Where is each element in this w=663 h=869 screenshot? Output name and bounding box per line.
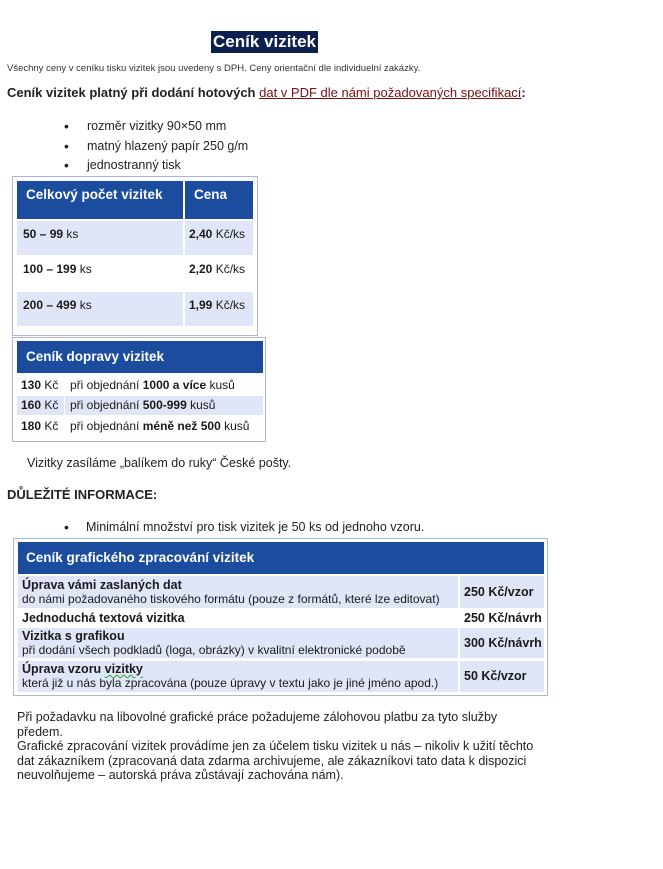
quantity-cell: 50 – 99 ks <box>23 227 79 241</box>
table-row <box>17 396 263 415</box>
important-heading: DŮLEŽITÉ INFORMACE: <box>7 487 158 502</box>
shipping-note: Vizitky zasíláme „balíkem do ruky“ České pošty. <box>27 456 292 470</box>
quantity-cell: 100 – 199 ks <box>23 262 92 276</box>
spec-list <box>62 117 248 176</box>
footer-text <box>17 710 537 783</box>
page-title: Ceník vizitek <box>213 32 316 51</box>
list-item: • Minimální množství pro tisk vizitek je 50 ks od jednoho vzoru. <box>62 518 424 536</box>
intro-line <box>7 85 526 100</box>
delivery-condition: při objednání 500-999 kusů <box>70 398 216 412</box>
list-item: • matný hlazený papír 250 g/m <box>62 137 248 157</box>
delivery-header: Ceník dopravy vizitek <box>17 341 263 373</box>
service-title: Úprava vzoru vizitky <box>22 662 143 676</box>
table-row <box>18 609 458 627</box>
table-row <box>18 576 458 608</box>
list-item: • rozměr vizitky 90×50 mm <box>62 117 248 137</box>
table-row <box>18 628 458 658</box>
delivery-price: 160 Kč <box>21 398 59 412</box>
price-cell: 2,20 Kč/ks <box>189 262 246 276</box>
price-cell: 2,40 Kč/ks <box>189 227 246 241</box>
graphics-header: Ceník grafického zpracování vizitek <box>18 542 544 574</box>
service-title: Jednoduchá textová vizitka <box>22 611 185 625</box>
important-list <box>62 518 424 536</box>
intro-text: Ceník vizitek platný při dodání hotových <box>7 85 260 100</box>
quantity-cell: 200 – 499 ks <box>23 298 92 312</box>
delivery-condition: při objednání 1000 a více kusů <box>70 378 235 392</box>
table-row <box>18 661 458 692</box>
table-row <box>17 221 253 255</box>
service-desc: do námi požadovaného tiskového formátu (pouze z formátů, které lze editovat) <box>22 592 440 606</box>
service-desc: při dodání všech podkladů (loga, obrázky) v kvalitní elektronické podobě <box>22 643 406 657</box>
service-price: 250 Kč/vzor <box>460 576 544 608</box>
service-price: 250 Kč/návrh <box>464 611 542 625</box>
intro-colon: : <box>521 85 526 100</box>
header-price: Cena <box>185 181 253 219</box>
prepayment-note: Při požadavku na libovolné grafické práce požadujeme zálohovou platbu za tyto služby předem. <box>17 710 498 739</box>
pdf-spec-link[interactable]: dat v PDF dle námi požadovaných specifikací <box>259 85 522 100</box>
graphics-table <box>13 538 548 696</box>
delivery-price: 180 Kč <box>21 419 59 433</box>
delivery-price: 130 Kč <box>21 378 59 392</box>
header-quantity: Celkový počet vizitek <box>17 181 183 219</box>
delivery-table <box>12 337 266 442</box>
price-table <box>12 176 258 336</box>
table-row <box>17 292 253 326</box>
service-title: Vizitka s grafikou <box>22 629 125 643</box>
delivery-condition: při objednání méně než 500 kusů <box>70 419 250 433</box>
list-item: • jednostranný tisk <box>62 156 248 176</box>
service-price: 50 Kč/vzor <box>460 661 544 692</box>
service-price: 300 Kč/návrh <box>460 628 544 658</box>
copyright-note: Grafické zpracování vizitek provádíme jen za účelem tisku vizitek u nás – nikoliv k užití těchto dat zákazníkem (zpracovaná data zdarma archivujeme, ale zákazníkovi tato data k dispozici neuvolňujeme – autorská práva zůstávají zachována nám). <box>17 739 534 782</box>
table-row <box>17 256 253 290</box>
service-desc: která již u nás byla zpracována (pouze úpravy v textu jako je jiné jméno apod.) <box>22 676 439 690</box>
price-cell: 1,99 Kč/ks <box>189 298 246 312</box>
vat-note: Všechny ceny v ceníku tisku vizitek jsou uvedeny s DPH. Ceny orientační dle individuelní zakázky. <box>7 63 421 74</box>
service-title: Úprava vámi zaslaných dat <box>22 578 182 592</box>
table-row <box>17 417 263 436</box>
table-row <box>17 376 263 395</box>
